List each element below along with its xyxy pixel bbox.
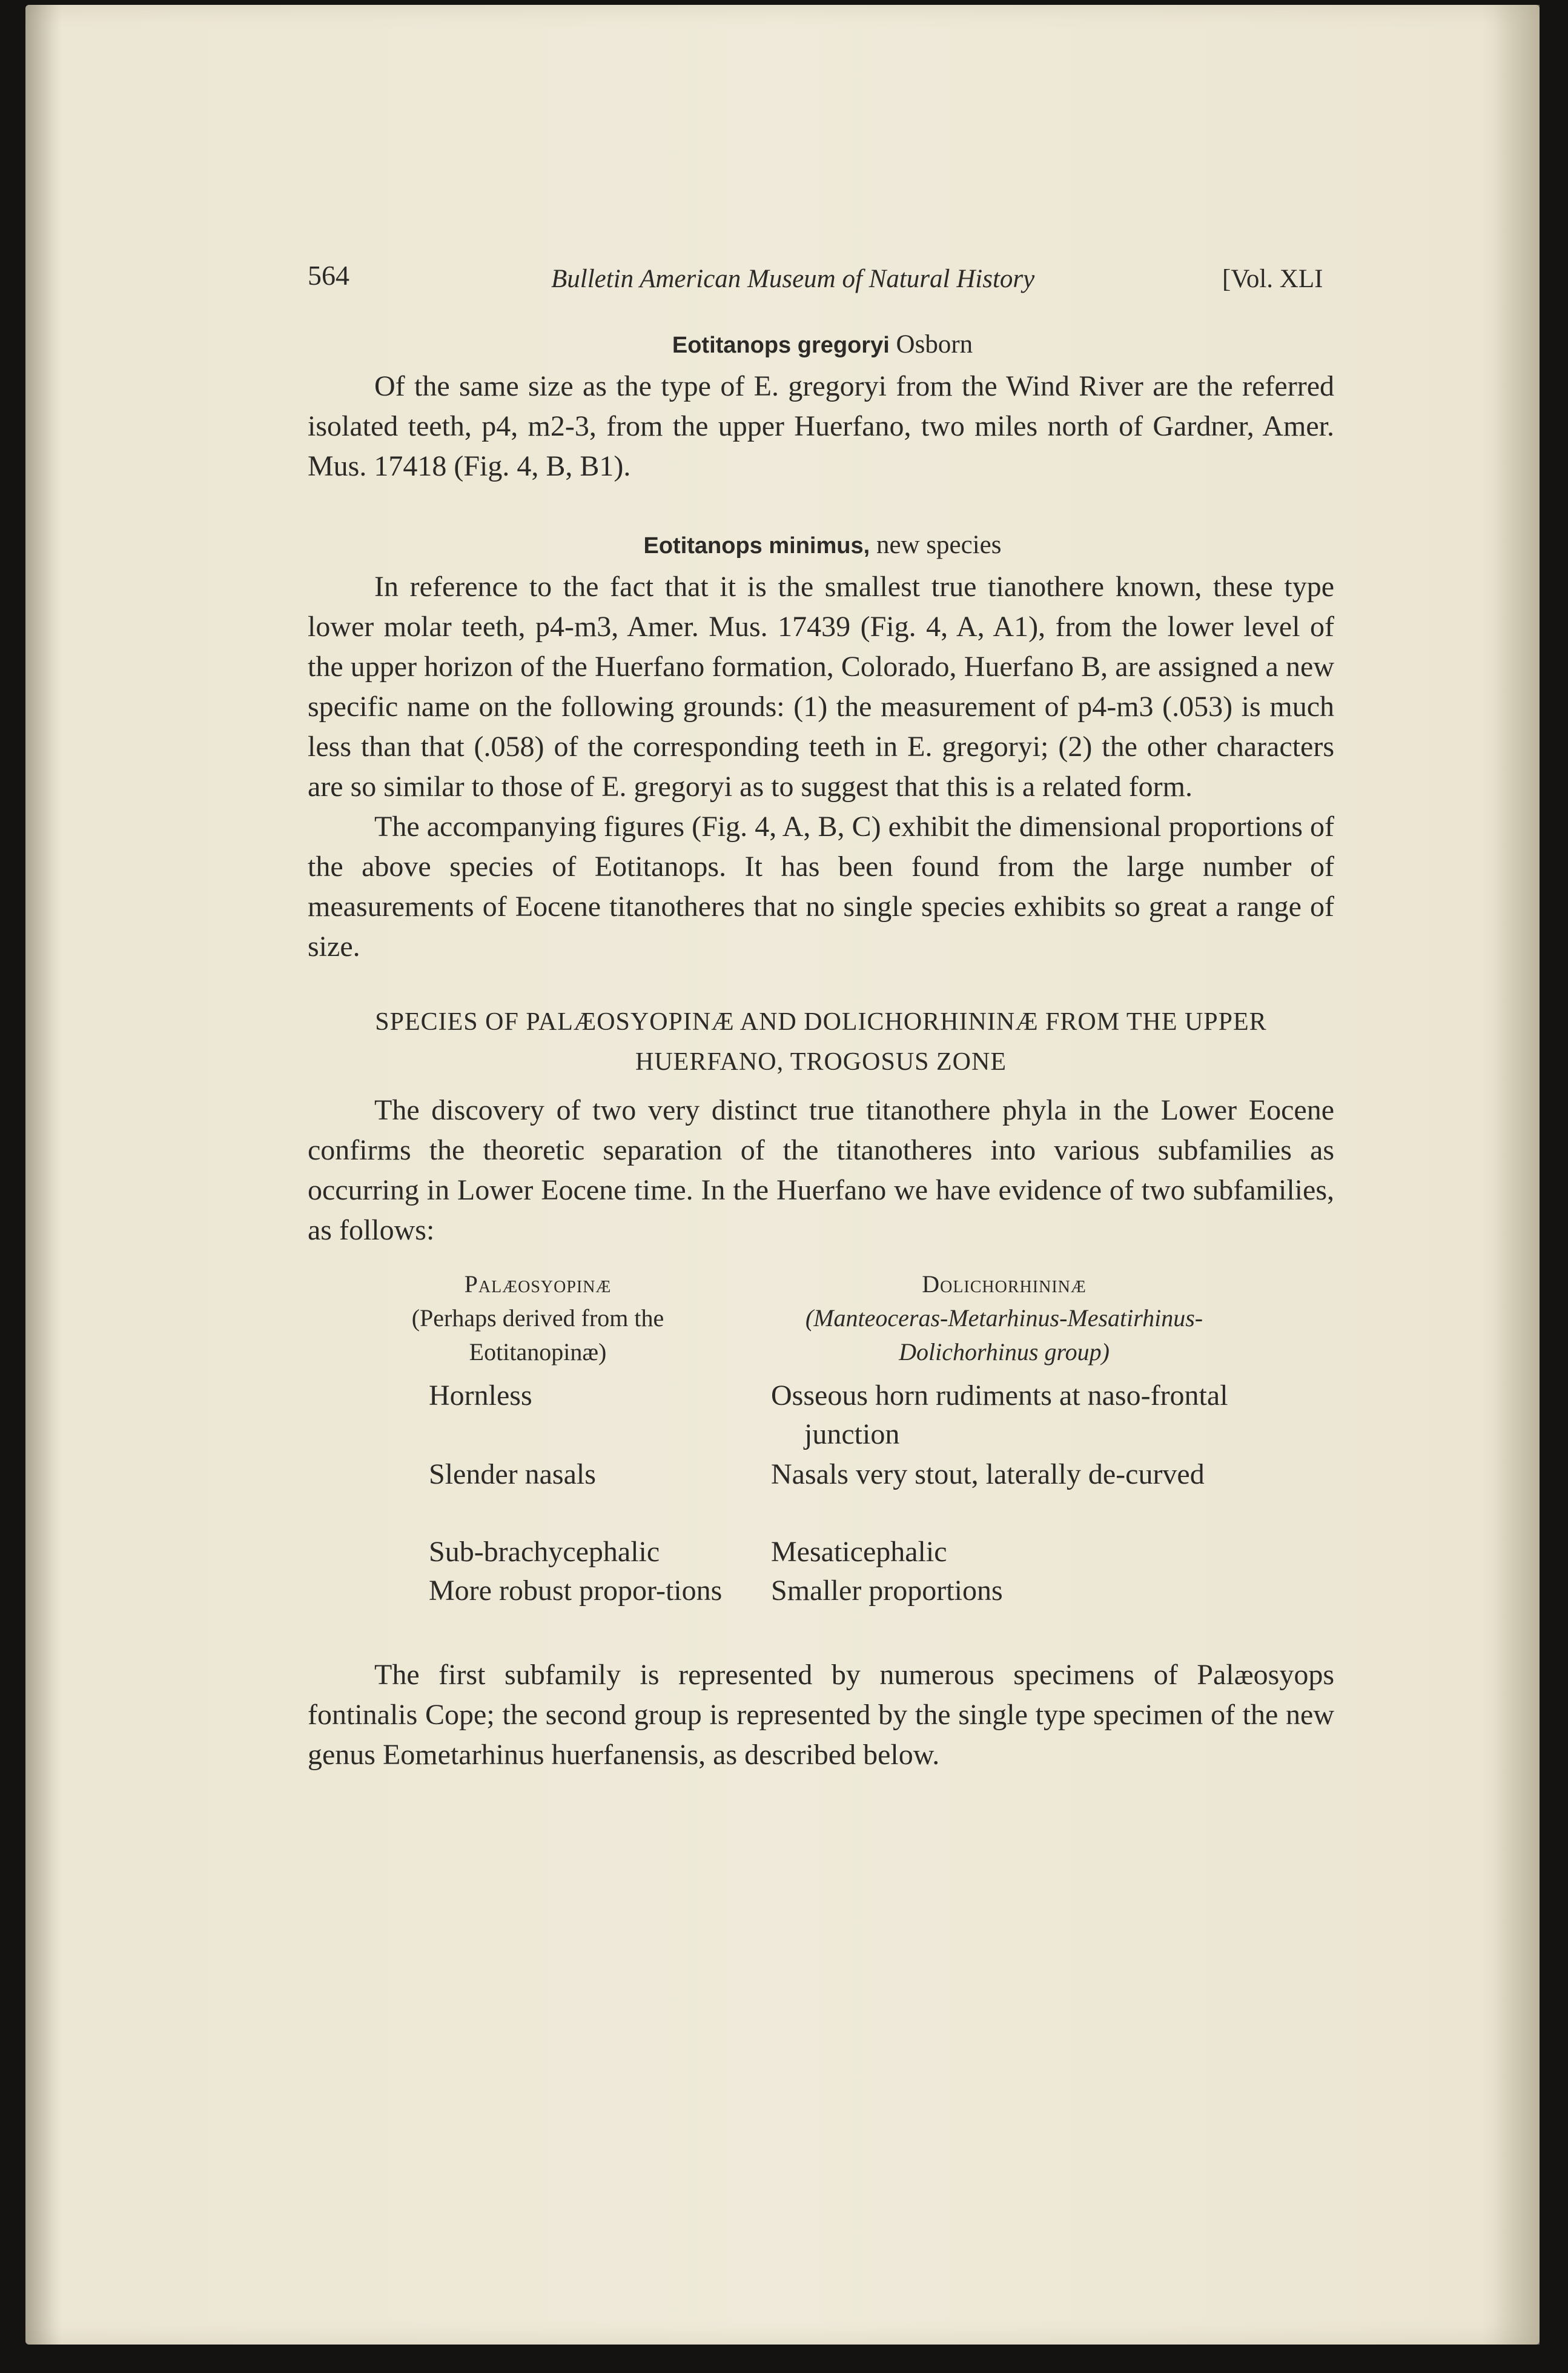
table-row-3-right: Mesaticephalic (771, 1536, 947, 1568)
right-column-header (744, 1267, 1265, 1369)
table-row-1-right: Osseous horn rudiments at naso-frontal junction (771, 1379, 1228, 1450)
volume-label: [Vol. XLI (1222, 265, 1323, 293)
table-row-2-left: Slender nasals (429, 1458, 596, 1490)
table-row-1-left: Hornless (429, 1379, 532, 1412)
paragraph-minimus-2: The accompanying figures (Fig. 4, A, B, C) exhibit the dimensional proportions of the above species of Eotitanops. It has been found from the large number of measurements of Eocene titanotheres that no single species exhibits so great a range of size. (308, 811, 1334, 963)
paragraph-minimus-1: In reference to the fact that it is the smallest true tianothere known, these type lower molar teeth, p4-m3, Amer. Mus. 17439 (Fig. 4, A, A1), from the lower level of the upper horizon of the Huerfano formation, Colorado, Huerfano B, are assigned a new specific name on the following grounds: (1) the measurement of p4-m3 (.053) is much less than that (.058) of the corresponding teeth in E. gregoryi; (2) the other characters are so similar to those of E. gregoryi as to suggest that this is a related form. (308, 571, 1334, 803)
right-column-title: Dolichorhininæ (922, 1270, 1087, 1298)
species-author: Osborn (896, 330, 973, 359)
left-column-subtitle: (Perhaps derived from the Eotitanopinæ) (411, 1304, 664, 1366)
page-content (283, 253, 1361, 1775)
paragraph-closing: The first subfamily is represented by numerous specimens of Palæosyops fontinalis Cope; the second group is represented by the single type specimen of the new genus Eometarhinus huerfanensis, as described below. (308, 1659, 1334, 1771)
table-row-4-right: Smaller proportions (771, 1575, 1003, 1607)
table-row-2-right: Nasals very stout, laterally de-curved (771, 1458, 1205, 1490)
species-name: Eotitanops minimus, (643, 533, 870, 559)
section-heading: SPECIES OF PALÆOSYOPINÆ AND DOLICHORHININÆ FROM THE UPPER HUERFANO, TROGOSUS ZONE (375, 1008, 1267, 1076)
left-column-title: Palæosyopinæ (464, 1270, 612, 1298)
journal-title: Bulletin American Museum of Natural History (551, 265, 1035, 293)
running-header (283, 253, 1361, 302)
spine-shadow (25, 5, 62, 2345)
page-edge (1482, 5, 1540, 2345)
species-name: Eotitanops gregoryi (672, 333, 890, 358)
right-column-subtitle: (Manteoceras-Metarhinus-Mesatirhinus-Dolichorhinus group) (805, 1304, 1203, 1366)
comparison-table (308, 1267, 1334, 1655)
table-row-3-left: Sub-brachycephalic (429, 1536, 660, 1568)
table-row-4-left: More robust propor-tions (429, 1575, 723, 1607)
species-author: new species (876, 531, 1002, 559)
species-heading-minimus (283, 530, 1361, 560)
species-heading-gregoryi (283, 330, 1361, 359)
paragraph-section-intro: The discovery of two very distinct true titanothere phyla in the Lower Eocene confirms the theoretic separation of the titanotheres into various subfamilies as occurring in Lower Eocene time. In the Huerfano we have evidence of two subfamilies, as follows: (308, 1094, 1334, 1246)
paragraph-gregoryi: Of the same size as the type of E. gregoryi from the Wind River are the referred isolated teeth, p4, m2-3, from the upper Huerfano, two miles north of Gardner, Amer. Mus. 17418 (Fig. 4, B, B1). (308, 370, 1334, 482)
left-column-header (392, 1267, 683, 1369)
page-number: 564 (308, 260, 349, 291)
